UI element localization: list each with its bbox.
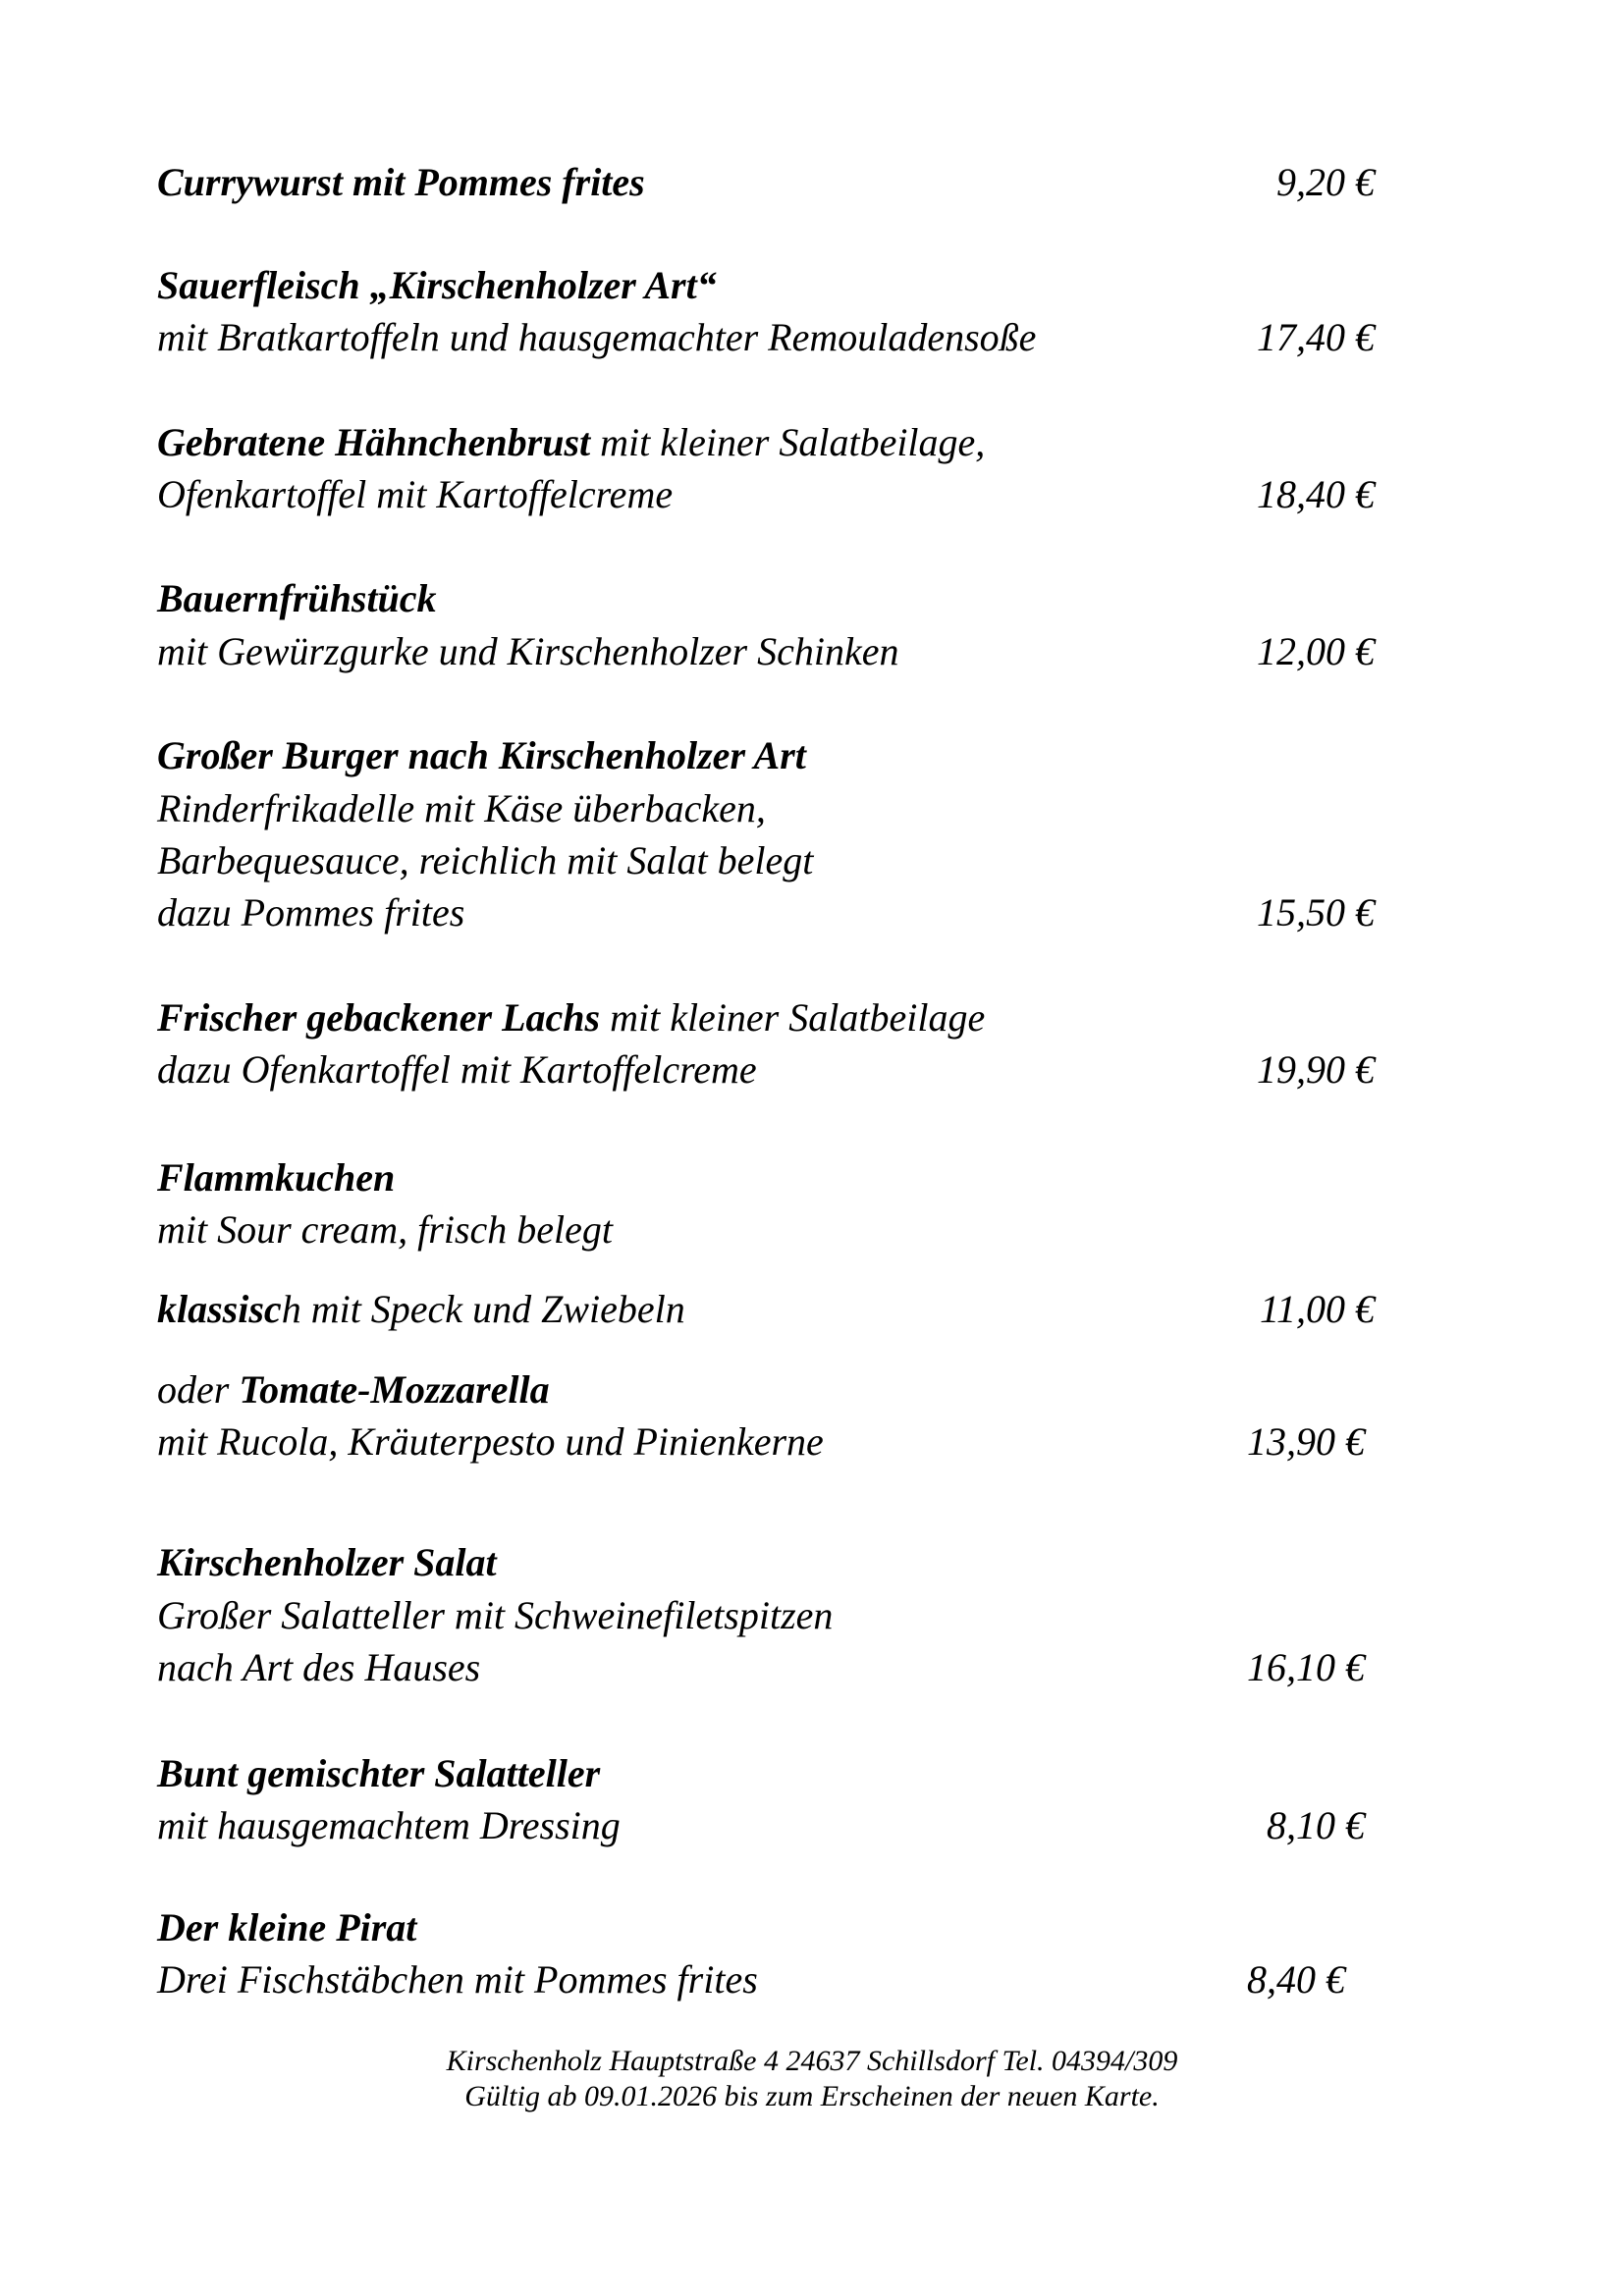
menu-item-description: dazu Ofenkartoffel mit Kartoffelcreme: [157, 1047, 757, 1092]
menu-item-description: Großer Salatteller mit Schweinefiletspitzen: [157, 1593, 834, 1637]
menu-item-description: Rinderfrikadelle mit Käse überbacken,: [157, 786, 766, 830]
variant-name-suffix: h mit Speck und Zwiebeln: [281, 1287, 685, 1331]
menu-item-price: 9,20 €: [1276, 160, 1375, 204]
menu-item-title: [157, 575, 437, 622]
menu-item-description: mit Bratkartoffeln und hausgemachter Remouladensoße: [157, 315, 1037, 359]
menu-item-title: [157, 732, 806, 779]
dish-name: Kirschenholzer Salat: [157, 1540, 497, 1584]
menu-item-title: [157, 262, 717, 309]
menu-item-variant: [157, 1366, 550, 1414]
menu-item-price: 16,10 €: [1247, 1645, 1365, 1689]
menu-item-price: 11,00 €: [1259, 1287, 1375, 1331]
menu-item-price: 19,90 €: [1257, 1047, 1375, 1092]
dish-name: Currywurst mit Pommes frites: [157, 160, 645, 204]
dish-name: Frischer gebackener Lachs: [157, 995, 601, 1040]
menu-item-price: 8,40 €: [1247, 1957, 1345, 2002]
dish-name: Gebratene Hähnchenbrust: [157, 420, 591, 464]
dish-name-suffix: mit kleiner Salatbeilage: [600, 995, 986, 1040]
variant-name: klassisc: [157, 1287, 282, 1331]
menu-item-title: [157, 159, 645, 206]
menu-item-price: 17,40 €: [1257, 315, 1375, 359]
menu-item-description: dazu Pommes frites: [157, 890, 465, 934]
menu-item-variant: [157, 1286, 685, 1333]
menu-item-title: [157, 419, 985, 466]
dish-name: Bunt gemischter Salatteller: [157, 1751, 601, 1795]
menu-item-description: Drei Fischstäbchen mit Pommes frites: [157, 1957, 758, 2002]
menu-item-title: [157, 994, 985, 1041]
variant-prefix: oder: [157, 1367, 240, 1412]
variant-name: Tomate-Mozzarella: [239, 1367, 550, 1412]
footer-validity: Gültig ab 09.01.2026 bis zum Erscheinen der neuen Karte.: [464, 2080, 1160, 2112]
dish-name: Sauerfleisch „Kirschenholzer Art“: [157, 263, 717, 307]
menu-item-price: 8,10 €: [1267, 1803, 1365, 1847]
menu-item-description: mit Rucola, Kräuterpesto und Pinienkerne: [157, 1419, 824, 1464]
dish-name: Flammkuchen: [157, 1155, 396, 1200]
menu-item-title: [157, 1154, 395, 1201]
menu-item-title: [157, 1904, 416, 1951]
menu-item-description: Ofenkartoffel mit Kartoffelcreme: [157, 472, 674, 516]
menu-item-price: 15,50 €: [1257, 890, 1375, 934]
menu-item-title: [157, 1539, 497, 1586]
menu-item-description: nach Art des Hauses: [157, 1645, 481, 1689]
menu-item-title: [157, 1750, 600, 1797]
dish-name: Der kleine Pirat: [157, 1905, 417, 1949]
dish-name: Bauernfrühstück: [157, 576, 437, 620]
footer-address: Kirschenholz Hauptstraße 4 24637 Schillsdorf Tel. 04394/309: [446, 2045, 1178, 2077]
menu-item-description: mit Gewürzgurke und Kirschenholzer Schinken: [157, 629, 899, 673]
menu-item-description: mit Sour cream, frisch belegt: [157, 1207, 614, 1252]
menu-item-description: mit hausgemachtem Dressing: [157, 1803, 621, 1847]
dish-name-suffix: mit kleiner Salatbeilage,: [590, 420, 986, 464]
dish-name: Großer Burger nach Kirschenholzer Art: [157, 733, 806, 777]
menu-item-price: 13,90 €: [1247, 1419, 1365, 1464]
menu-item-price: 18,40 €: [1257, 472, 1375, 516]
menu-item-price: 12,00 €: [1257, 629, 1375, 673]
menu-item-description: Barbequesauce, reichlich mit Salat belegt: [157, 838, 814, 882]
